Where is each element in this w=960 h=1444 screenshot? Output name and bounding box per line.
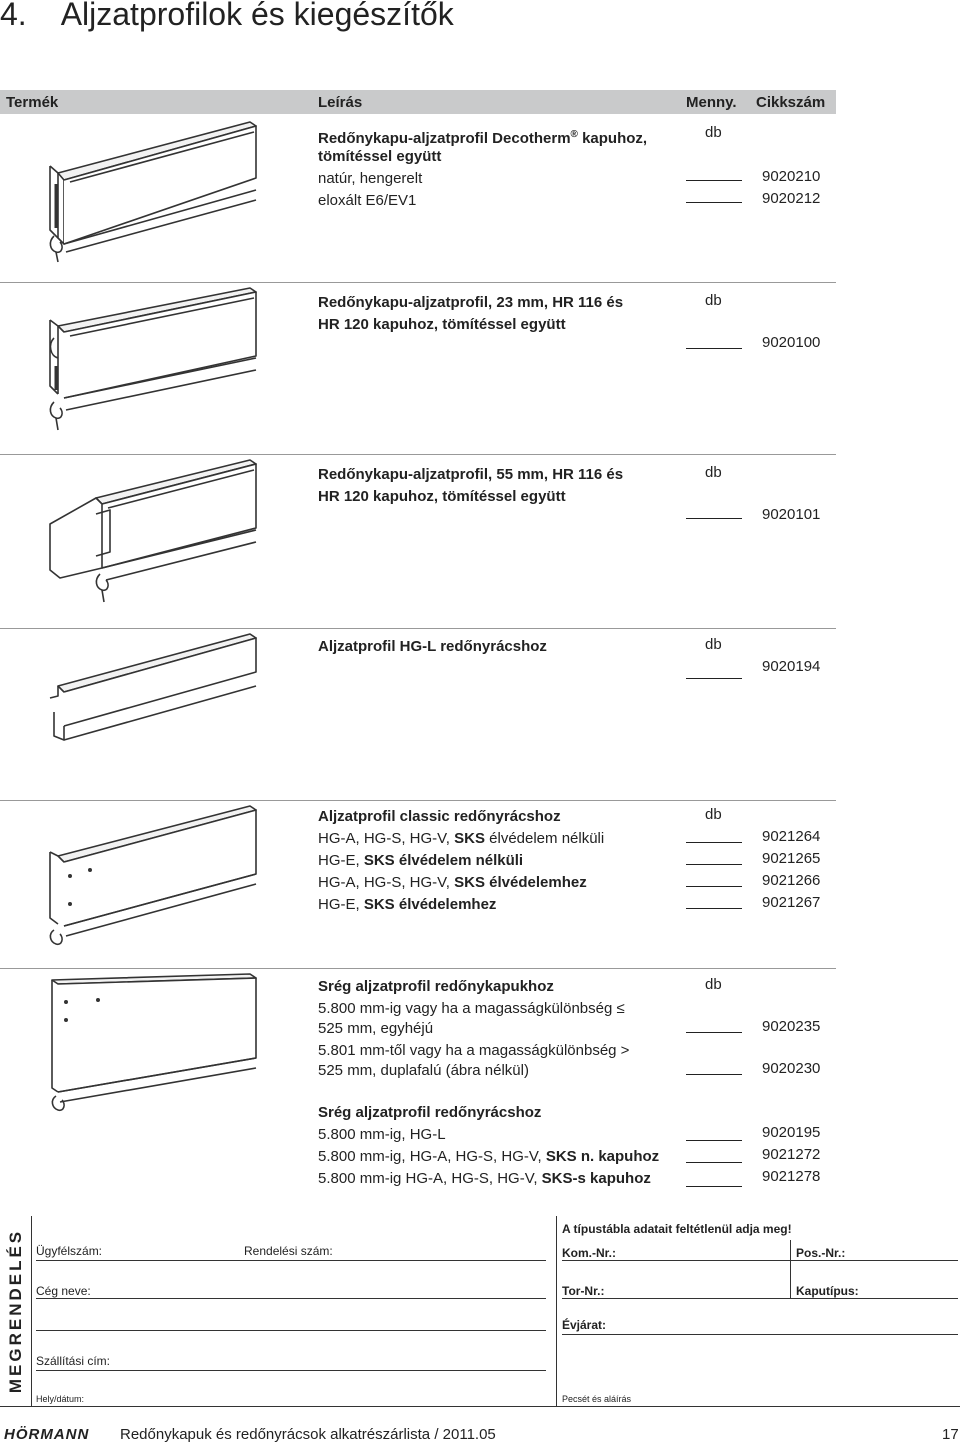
profile-image-hg-l [40,632,270,752]
item-3-title-line1: Redőnykapu-aljzatprofil, 55 mm, HR 116 és [318,466,624,483]
item-6-row-2-line2: 525 mm, duplafalú (ábra nélkül) [318,1062,529,1079]
item-1-row-1-code: 9020210 [762,168,821,185]
item-1-row-1-label: natúr, hengerelt [318,170,423,187]
item-6-row-1-line1: 5.800 mm-ig vagy ha a magasságkülönbség ≤ [318,1000,625,1017]
item-7-row-1-label: 5.800 mm-ig, HG-L [318,1126,446,1143]
profile-image-classic [40,804,270,952]
pos-nr-label: Pos.-Nr.: [796,1246,846,1260]
stamp-signature-label: Pecsét és aláírás [562,1394,632,1404]
item-3-unit: db [705,464,722,481]
item-2-qty-line[interactable] [686,348,742,349]
page-footer [0,1424,960,1444]
header-quantity: Menny. [686,94,737,111]
customer-number-label: Ügyfélszám: [36,1244,103,1258]
year-field[interactable] [562,1334,958,1335]
item-5-row-1-code: 9021264 [762,828,821,845]
item-5-row-2-code: 9021265 [762,850,821,867]
profile-image-23mm [40,286,270,436]
customer-order-field[interactable] [36,1260,546,1261]
item-3-title-line2: HR 120 kapuhoz, tömítéssel együtt [318,488,566,505]
item-1-title-line2: tömítéssel együtt [318,148,442,165]
form-note: A típustábla adatait feltétlenül adja meg! [562,1222,792,1236]
item-7-row-2-code: 9021272 [762,1146,821,1163]
row-divider [0,800,836,801]
door-type-label: Kaputípus: [796,1284,859,1298]
item-7-title: Srég aljzatprofil redőnyrácshoz [318,1104,542,1121]
table-header [0,90,836,114]
header-part-number: Cikkszám [756,94,826,111]
delivery-label: Szállítási cím: [36,1354,111,1368]
item-4-code: 9020194 [762,658,821,675]
item-4-unit: db [705,636,722,653]
kom-nr-label: Kom.-Nr.: [562,1246,616,1260]
item-6-row-1-line2: 525 mm, egyhéjú [318,1020,434,1037]
form-inner-divider [790,1240,791,1298]
item-5-title: Aljzatprofil classic redőnyrácshoz [318,808,561,825]
item-3-code: 9020101 [762,506,821,523]
item-6-unit: db [705,976,722,993]
item-2-code: 9020100 [762,334,821,351]
item-6-row-1-qty-line[interactable] [686,1032,742,1033]
delivery-field[interactable] [36,1370,546,1371]
item-2-title-line2: HR 120 kapuhoz, tömítéssel együtt [318,316,566,333]
item-2-unit: db [705,292,722,309]
item-7-row-3-label: 5.800 mm-ig HG-A, HG-S, HG-V, SKS-s kapuhoz [318,1170,651,1187]
item-7-row-2-qty-line[interactable] [686,1162,742,1163]
item-1-row-1-qty-line[interactable] [686,180,742,181]
item-5-row-4-code: 9021267 [762,894,821,911]
item-7-row-1-code: 9020195 [762,1124,821,1141]
footer-doc-title: Redőnykapuk és redőnyrácsok alkatrészárlista / 2011.05 [120,1426,496,1443]
form-middle-border [556,1216,557,1406]
item-5-row-4-label: HG-E, SKS élvédelemhez [318,896,497,913]
item-3-qty-line[interactable] [686,518,742,519]
item-7-row-3-qty-line[interactable] [686,1186,742,1187]
page-title [0,0,454,33]
form-left-border [31,1216,32,1406]
profile-image-55mm [40,458,270,608]
tor-type-field[interactable] [562,1298,958,1299]
address-field-line-1[interactable] [36,1330,546,1331]
item-6-title: Srég aljzatprofil redőnykapukhoz [318,978,554,995]
item-5-row-2-qty-line[interactable] [686,864,742,865]
company-field[interactable] [36,1298,546,1299]
header-description: Leírás [318,94,363,111]
item-5-row-1-qty-line[interactable] [686,842,742,843]
item-1-title-line1: Redőnykapu-aljzatprofil Decotherm® kapuhoz, [318,129,648,147]
page-heading: Aljzatprofilok és kiegészítők [60,0,454,32]
item-4-title: Aljzatprofil HG-L redőnyrácshoz [318,638,547,655]
page-number: 4. [0,0,27,32]
item-1-row-2-label: eloxált E6/EV1 [318,192,417,209]
header-product: Termék [6,94,59,111]
item-5-row-2-label: HG-E, SKS élvédelem nélküli [318,852,524,869]
kom-pos-field[interactable] [562,1260,958,1261]
item-1-row-2-code: 9020212 [762,190,821,207]
company-label: Cég neve: [36,1284,91,1298]
item-4-qty-line[interactable] [686,678,742,679]
item-7-row-1-qty-line[interactable] [686,1140,742,1141]
footer-page-number: 17 [942,1426,959,1443]
item-2-title-line1: Redőnykapu-aljzatprofil, 23 mm, HR 116 és [318,294,624,311]
item-5-row-3-qty-line[interactable] [686,886,742,887]
tor-nr-label: Tor-Nr.: [562,1284,605,1298]
item-6-row-1-code: 9020235 [762,1018,821,1035]
item-5-unit: db [705,806,722,823]
item-5-row-4-qty-line[interactable] [686,908,742,909]
profile-image-decotherm [40,118,270,268]
hormann-logo: HÖRMANN [4,1426,90,1443]
profile-image-sreg [40,972,270,1120]
item-7-row-2-label: 5.800 mm-ig, HG-A, HG-S, HG-V, SKS n. kapuhoz [318,1148,660,1165]
place-date-label: Hely/dátum: [36,1394,85,1404]
item-5-row-3-label: HG-A, HG-S, HG-V, SKS élvédelemhez [318,874,587,891]
item-1-unit: db [705,124,722,141]
order-number-label: Rendelési szám: [244,1244,333,1258]
row-divider [0,282,836,283]
item-6-row-2-qty-line[interactable] [686,1074,742,1075]
row-divider [0,628,836,629]
row-divider [0,454,836,455]
form-bottom-border [0,1406,960,1407]
item-5-row-1-label: HG-A, HG-S, HG-V, SKS élvédelem nélküli [318,830,605,847]
item-6-row-2-code: 9020230 [762,1060,821,1077]
item-1-row-2-qty-line[interactable] [686,202,742,203]
order-side-label: MEGRENDELÉS [6,1228,25,1394]
year-label: Évjárat: [562,1318,607,1332]
item-7-row-3-code: 9021278 [762,1168,821,1185]
item-6-row-2-line1: 5.801 mm-től vagy ha a magasságkülönbség > [318,1042,630,1059]
item-5-row-3-code: 9021266 [762,872,821,889]
row-divider [0,968,836,969]
